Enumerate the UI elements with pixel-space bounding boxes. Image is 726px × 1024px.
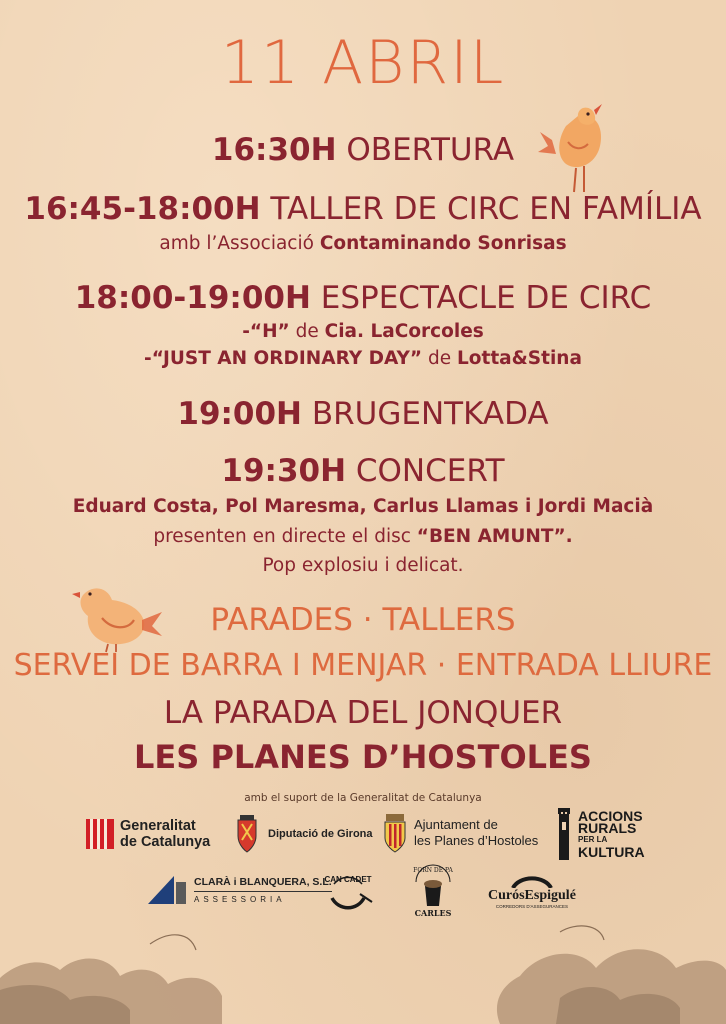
workshop-title: TALLER DE CIRC EN FAMÍLIA xyxy=(270,191,702,227)
show-line-2-b: Lotta&Stina xyxy=(457,348,582,369)
show-title: ESPECTACLE DE CIRC xyxy=(320,280,652,316)
generalitat-emblem-icon xyxy=(86,819,114,849)
workshop-sub-bold: Contaminando Sonrisas xyxy=(319,233,567,254)
show-time: 18:00-19:00H xyxy=(74,280,311,316)
logo-ajuntament xyxy=(382,812,538,854)
opening-time: 16:30H xyxy=(211,132,337,168)
curos-text-line-2: CORREDORS D'ASSEGURANCES xyxy=(495,904,569,909)
curos-espigule-arc-icon xyxy=(507,872,557,888)
workshop-sub-prefix: amb l’Associació xyxy=(159,233,314,254)
show-line-2-a: -“JUST AN ORDINARY DAY” xyxy=(144,348,423,369)
diputacio-shield-icon xyxy=(232,814,262,854)
diputacio-text: Diputació de Girona xyxy=(268,828,373,840)
show-line-2-mid: de xyxy=(427,348,452,369)
support-note: amb el suport de la Generalitat de Catalunya xyxy=(244,792,482,804)
concert-line-2-normal: presenten en directe el disc xyxy=(153,526,411,547)
workshop-subtitle xyxy=(0,233,726,254)
accions-text-line-3: PER LA xyxy=(578,835,608,844)
logo-generalitat xyxy=(86,818,210,850)
opening-title: OBERTURA xyxy=(346,132,515,168)
program-workshop xyxy=(0,191,726,227)
concert-line-2-bold: “BEN AMUNT”. xyxy=(416,526,573,547)
program-brugentkada xyxy=(0,396,726,432)
can-cadet-text: CAN CADET xyxy=(324,875,372,884)
ajuntament-shield-icon xyxy=(382,812,408,854)
accions-rurals-tower-icon xyxy=(556,808,572,860)
curos-text-line-1: CurósEspigulé xyxy=(488,888,576,903)
ajuntament-text-line-1: Ajuntament de xyxy=(414,817,498,832)
logo-curos-espigule xyxy=(488,872,576,909)
footer-line-3: LA PARADA DEL JONQUER xyxy=(163,695,563,731)
logo-diputacio xyxy=(232,814,373,854)
show-line-1-mid: de xyxy=(295,321,319,342)
ajuntament-text xyxy=(414,817,538,849)
clara-text-line-1: CLARÀ i BLANQUERA, S.L. xyxy=(194,876,332,892)
forn-text-line-1: FORN DE PA xyxy=(413,867,453,874)
event-date: 11 ABRIL xyxy=(220,28,506,98)
brugentkada-title: BRUGENTKADA xyxy=(311,396,549,432)
program-concert xyxy=(0,453,726,489)
footer-line-4: LES PLANES D’HOSTOLES xyxy=(134,738,592,776)
accions-text-line-1: ACCIONS xyxy=(578,808,643,824)
hills-decoration xyxy=(0,920,726,1024)
bird-top-illustration xyxy=(538,98,614,198)
concert-time: 19:30H xyxy=(221,453,347,489)
logo-can-cadet xyxy=(322,868,374,916)
clara-text-line-2: ASSESSORIA xyxy=(194,895,286,904)
logo-clara-blanquera xyxy=(148,874,332,906)
concert-line-2 xyxy=(0,526,726,547)
generalitat-text-line-1: Generalitat xyxy=(120,818,196,834)
workshop-time: 16:45-18:00H xyxy=(24,191,261,227)
forn-text-line-2: CARLES xyxy=(414,908,452,918)
clara-text xyxy=(194,876,332,904)
ajuntament-text-line-2: les Planes d’Hostoles xyxy=(414,833,539,848)
concert-line-1: Eduard Costa, Pol Maresma, Carlus Llamas i Jordi Macià xyxy=(72,496,654,517)
concert-title: CONCERT xyxy=(355,453,505,489)
concert-line-3: Pop explosiu i delicat. xyxy=(262,555,464,576)
show-line-1 xyxy=(0,321,726,342)
accions-text-line-2: RURALS xyxy=(578,820,637,836)
accions-text-line-4: KULTURA xyxy=(578,844,645,860)
generalitat-text-line-2: de Catalunya xyxy=(120,834,211,850)
footer-line-1: PARADES · TALLERS xyxy=(210,602,516,638)
logo-forn-carles xyxy=(410,864,456,920)
generalitat-text xyxy=(120,818,210,850)
accions-rurals-text xyxy=(578,810,645,858)
logo-accions-rurals xyxy=(556,808,645,860)
show-line-1-b: Cia. LaCorcoles xyxy=(324,321,484,342)
show-line-1-a: -“H” xyxy=(242,321,290,342)
footer-line-2: SERVEI DE BARRA I MENJAR · ENTRADA LLIURE xyxy=(13,648,713,683)
brugentkada-time: 19:00H xyxy=(177,396,302,432)
bird-left-illustration xyxy=(72,580,164,654)
show-line-2 xyxy=(0,348,726,369)
program-show xyxy=(0,280,726,316)
clara-blanquera-mark-icon xyxy=(148,874,188,906)
program-opening xyxy=(0,132,726,168)
